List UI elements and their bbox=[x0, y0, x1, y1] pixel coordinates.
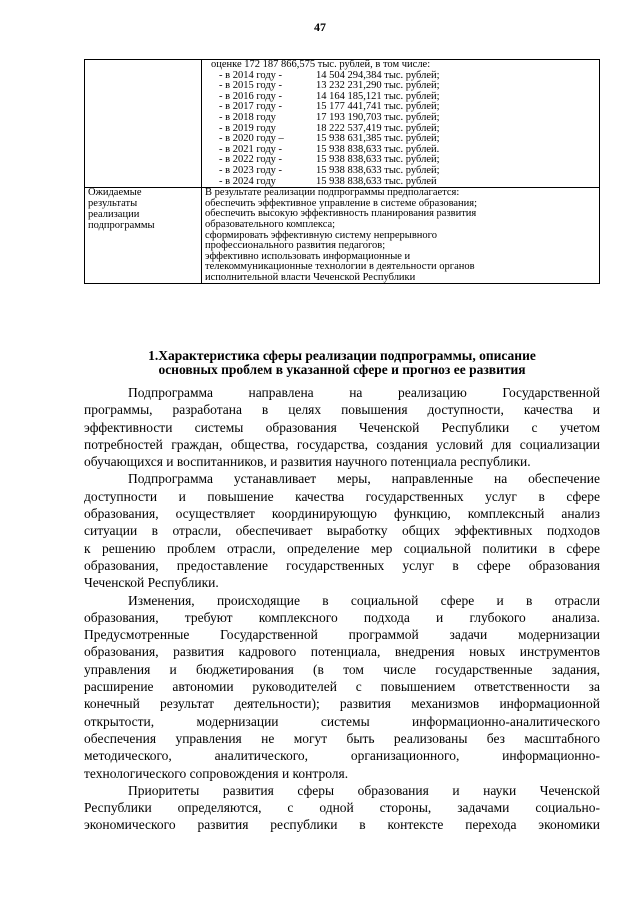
funding-year-amount: 14 164 185,121 тыс. рублей; bbox=[316, 90, 440, 102]
paragraph-line: Республики определяются, с одной стороны, задачами социально- bbox=[84, 800, 600, 816]
paragraph-line: Предусмотренные Государственной программой задачи модернизации bbox=[84, 627, 600, 643]
funding-year-label: - в 2023 году - bbox=[219, 164, 283, 176]
results-line: В результате реализации подпрограммы предполагается: bbox=[205, 187, 460, 199]
funding-year-label: - в 2020 году – bbox=[219, 133, 284, 145]
funding-year-amount: 15 938 838,633 тыс. рублей; bbox=[316, 154, 440, 166]
body-text bbox=[84, 384, 600, 834]
paragraph-line: доступности и повышение качества государственных услуг в сфере bbox=[84, 488, 600, 504]
section-title-line: основных проблем в указанной сфере и прогноз ее развития bbox=[158, 362, 526, 377]
funding-row bbox=[85, 60, 600, 188]
paragraph-line: эффективности системы образования Чеченской Республики с учетом bbox=[84, 419, 600, 435]
paragraph-line: Чеченской Республики. bbox=[84, 575, 219, 591]
funding-year-label: - в 2024 году bbox=[219, 175, 276, 187]
paragraph bbox=[84, 782, 600, 834]
funding-year-amount: 15 938 838,633 тыс. рублей; bbox=[316, 164, 440, 176]
funding-year-label: - в 2015 году - bbox=[219, 80, 283, 92]
paragraph-line: Подпрограмма устанавливает меры, направленные на обеспечение bbox=[128, 471, 600, 487]
paragraph-line: образования, требуют комплексного подхода и глубокого анализа. bbox=[84, 609, 600, 625]
results-label-line: подпрограммы bbox=[88, 219, 155, 231]
funding-years-list bbox=[205, 71, 596, 188]
results-label-line: реализации bbox=[88, 208, 140, 220]
paragraph-line: конечный результат деятельности); развития механизмов информационной bbox=[84, 696, 600, 712]
section-title-line: 1.Характеристика сферы реализации подпрограммы, описание bbox=[148, 348, 536, 363]
paragraph-line: технологического сопровождения и контроля. bbox=[84, 765, 349, 781]
results-line: телекоммуникационные технологии в деятельности органов bbox=[205, 261, 475, 273]
results-line: обеспечить эффективное управление в системе образования; bbox=[205, 197, 478, 209]
funding-year-amount: 13 232 231,290 тыс. рублей; bbox=[316, 80, 440, 92]
funding-year-label: - в 2016 году - bbox=[219, 90, 283, 102]
paragraph bbox=[84, 470, 600, 591]
paragraph-line: программы, разработана в целях повышения доступности, качества и bbox=[84, 402, 600, 418]
funding-year-row bbox=[205, 177, 596, 188]
funding-year-amount: 14 504 294,384 тыс. рублей; bbox=[316, 69, 440, 81]
paragraph-line: Изменения, происходящие в социальной сфере и в отрасли bbox=[128, 592, 600, 608]
results-line: сформировать эффективную систему непрерывного bbox=[205, 229, 437, 241]
funding-header: оценке 172 187 866,575 тыс. рублей, в том числе: bbox=[211, 59, 431, 70]
section-title bbox=[84, 349, 600, 377]
funding-year-amount: 15 938 838,633 тыс. рублей. bbox=[316, 143, 440, 155]
results-cell bbox=[202, 188, 600, 284]
paragraph-line: к решению проблем отрасли, определение мер социальной политики в сфере bbox=[84, 540, 600, 556]
funding-year-amount: 17 193 190,703 тыс. рублей; bbox=[316, 111, 440, 123]
funding-year-amount: 18 222 537,419 тыс. рублей; bbox=[316, 122, 440, 134]
paragraph-line: потребностей граждан, общества, государства, создания условий для социализации bbox=[84, 436, 600, 452]
results-line: эффективно использовать информационные и bbox=[205, 250, 411, 262]
results-label-line: Ожидаемые bbox=[88, 187, 142, 199]
paragraph-line: Приоритеты развития сферы образования и науки Чеченской bbox=[128, 782, 600, 798]
paragraph-line: экономического развития республики в контексте перехода экономики bbox=[84, 817, 600, 833]
results-line: образовательного комплекса; bbox=[205, 218, 336, 230]
paragraph bbox=[84, 384, 600, 470]
results-label-line: результаты bbox=[88, 197, 138, 209]
paragraph-line: образования, развития кадрового потенциала, внедрения новых инструментов bbox=[84, 644, 600, 660]
funding-year-label: - в 2019 году bbox=[219, 122, 276, 134]
page-number: 47 bbox=[314, 20, 326, 34]
paragraph-line: образования, предоставление государственных услуг в сфере образования bbox=[84, 557, 600, 573]
funding-year-amount: 15 938 838,633 тыс. рублей bbox=[316, 175, 437, 187]
paragraph-line: методического, аналитического, организационного, информационно- bbox=[84, 748, 600, 764]
results-line: исполнительной власти Чеченской Республики bbox=[205, 271, 416, 283]
results-line: профессионального развития педагогов; bbox=[205, 240, 386, 252]
funding-label-cell bbox=[85, 60, 202, 188]
funding-year-amount: 15 938 631,385 тыс. рублей; bbox=[316, 133, 440, 145]
funding-year-label: - в 2017 году - bbox=[219, 101, 283, 113]
paragraph-line: управления и бюджетирования (в том числе государственные задания, bbox=[84, 661, 600, 677]
paragraph-line: ситуации в отрасли, обеспечивает выработку общих эффективных подходов bbox=[84, 523, 600, 539]
funding-year-label: - в 2021 году - bbox=[219, 143, 283, 155]
funding-year-label: - в 2014 году - bbox=[219, 69, 283, 81]
results-label-cell bbox=[85, 188, 202, 284]
funding-year-label: - в 2022 году - bbox=[219, 154, 283, 166]
paragraph-line: открытости, модернизации системы информационно-аналитического bbox=[84, 713, 600, 729]
paragraph-line: обучающихся и воспитанников, и развития научного потенциала республики. bbox=[84, 454, 531, 470]
results-row bbox=[85, 188, 600, 284]
results-line: обеспечить высокую эффективность планирования развития bbox=[205, 208, 477, 220]
funding-cell bbox=[202, 60, 600, 188]
paragraph bbox=[84, 592, 600, 782]
paragraph-line: образования, осуществляет координирующую функцию, комплексный анализ bbox=[84, 506, 600, 522]
paragraph-line: Подпрограмма направлена на реализацию Государственной bbox=[128, 385, 600, 400]
paragraph-line: обеспечения управления не могут быть реализованы без масштабного bbox=[84, 730, 600, 746]
funding-year-label: - в 2018 году bbox=[219, 111, 276, 123]
paragraph-line: расширение автономии руководителей с повышением ответственности за bbox=[84, 679, 600, 695]
subprogram-passport-table bbox=[84, 59, 600, 284]
funding-year-amount: 15 177 441,741 тыс. рублей; bbox=[316, 101, 440, 113]
